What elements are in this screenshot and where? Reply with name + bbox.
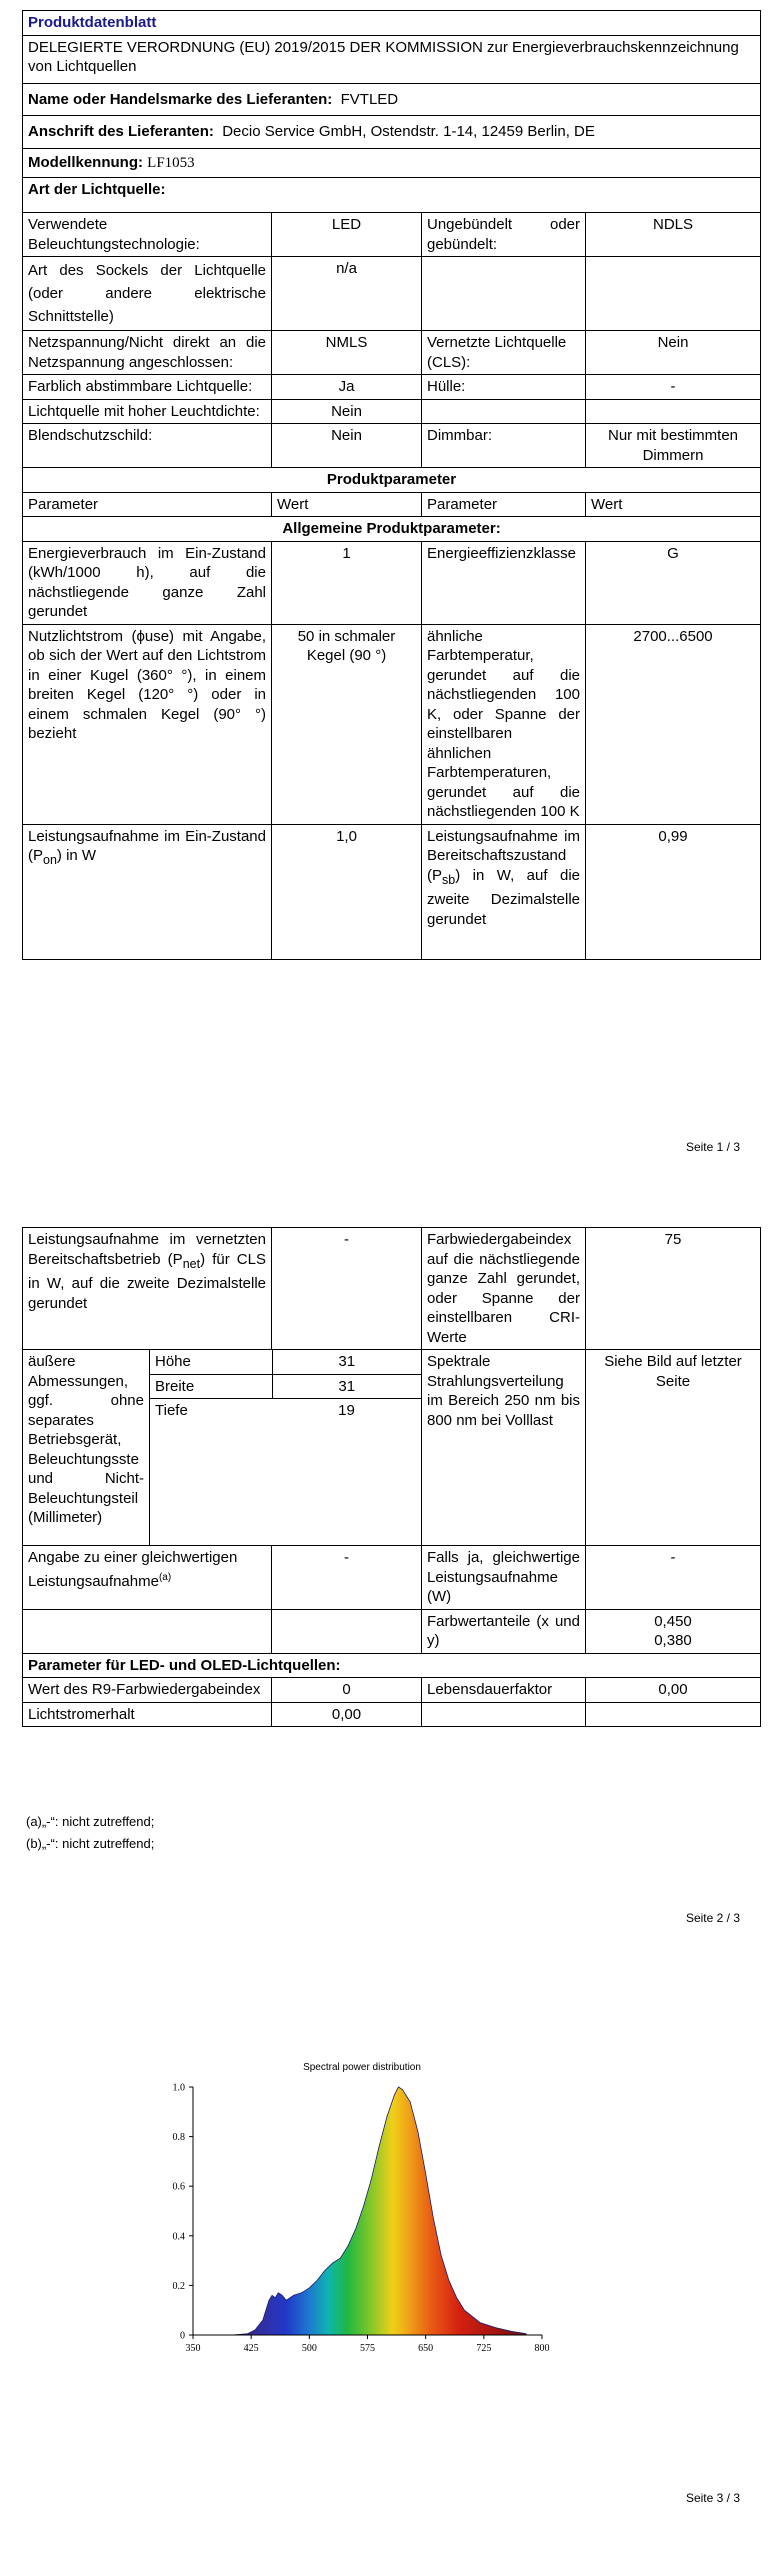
chromaticity-y: 0,380 [654,1632,692,1649]
y-tick-label: 0.8 [172,2132,185,2144]
dimmable-label: Dimmbar: [422,424,586,468]
unbundled-value: NDLS [586,213,761,257]
energy-consumption-label: Energieverbrauch im Ein-Zustand (kWh/1000 h), auf die nächstliegende ganze Zahl gerundet [23,541,272,624]
networked-standby-value: - [272,1228,422,1350]
width-label: Breite [150,1374,272,1399]
width-value: 31 [272,1374,421,1399]
luminous-flux-value: 50 in schmaler Kegel (90 °) [272,624,422,824]
supplier-address-label: Anschrift des Lieferanten: [28,123,214,140]
height-label: Höhe [150,1350,272,1374]
on-mode-power-label-text: Leistungsaufnahme im Ein-Zustand (P [28,827,266,864]
envelope-value: - [586,375,761,400]
glare-label: Blendschutzschild: [23,424,272,468]
socket-label: Art des Sockels der Lichtquelle (oder andere elektrische Schnittstelle) [23,257,272,331]
supplier-name: FVTLED [340,90,399,108]
r9-label: Wert des R9-Farbwiedergabeindex [23,1678,272,1703]
footnote-a: (a)„-“: nicht zutreffend; [26,1814,155,1829]
lumen-maintenance-label: Lichtstromerhalt [23,1702,272,1727]
tunable-label: Farblich abstimmbare Lichtquelle: [23,375,272,400]
high-luminance-label: Lichtquelle mit hoher Leuchtdichte: [23,399,272,424]
networked-standby-label-text-end: ) für CLS in W, auf die zweite Dezimalstelle gerundet [28,1250,266,1312]
on-mode-power-label-text-end: ) in W [56,847,97,864]
equivalent-power-label-text: Angabe zu einer gleichwertigen Leistungsaufnahme [28,1549,238,1590]
standby-power-label-text: Leistungsaufnahme im Bereitschaftszustand (P [427,827,580,884]
equivalent-power-if-label: Falls ja, gleichwertige Leistungsaufnahme (W) [422,1546,586,1610]
spectral-label: Spektrale Strahlungsverteilung im Bereich 250 nm bis 800 nm bei Volllast [422,1350,586,1546]
col-header-value: Wert [272,492,422,517]
mains-value: NMLS [272,331,422,375]
on-mode-power-value: 1,0 [272,824,422,959]
cct-label: ähnliche Farbtemperatur, gerundet auf die nächstliegenden 100 K, oder Spanne der einstellbaren ähnlichen Farbtemperaturen, gerundet auf die nächstliegenden 100 K [422,624,586,824]
equivalent-power-if-value: - [586,1546,761,1610]
survival-factor-value: 0,00 [586,1678,761,1703]
height-value: 31 [272,1350,421,1374]
tunable-value: Ja [272,375,422,400]
chart-title: Spectral power distribution [303,2062,421,2073]
energy-consumption-value: 1 [272,541,422,624]
dimensions-label: äußere Abmessungen, ggf. ohne separates Betriebsgerät, Beleuchtungsste und Nicht-Beleuchtungsteil (Millimeter) [23,1350,150,1546]
cri-value: 75 [586,1228,761,1350]
cri-label: Farbwiedergabeindex auf die nächstliegende ganze Zahl gerundet, oder Spanne der einstellbaren CRI-Werte [422,1228,586,1350]
networked-standby-label-text: Leistungsaufnahme im vernetzten Bereitschaftsbetrieb (P [28,1231,266,1268]
page-number: Seite 2 / 3 [685,1911,740,1925]
x-tick-label: 425 [243,2343,259,2354]
chromaticity-label: Farbwertanteile (x und y) [422,1609,586,1653]
plot-area [173,2083,550,2355]
x-tick-label: 350 [185,2343,201,2354]
energy-class-value: G [586,541,761,624]
model-label: Modellkennung: [28,153,143,171]
cct-value: 2700...6500 [586,624,761,824]
spectrum-area [193,2087,527,2335]
col-header-parameter: Parameter [422,492,586,517]
y-tick-label: 0.6 [172,2181,185,2193]
high-luminance-value: Nein [272,399,422,424]
col-header-value: Wert [586,492,761,517]
led-params-heading: Parameter für LED- und OLED-Lichtquellen: [23,1653,761,1678]
page-number: Seite 1 / 3 [685,1140,740,1154]
standby-power-subscript: sb [442,872,456,887]
page-title: Produktdatenblatt [23,11,761,36]
x-tick-label: 575 [360,2343,375,2354]
regulation-text: DELEGIERTE VERORDNUNG (EU) 2019/2015 DER KOMMISSION zur Energieverbrauchskennzeichnung von Lichtquellen [23,35,761,83]
col-header-parameter: Parameter [23,492,272,517]
connected-value: Nein [586,331,761,375]
networked-standby-subscript: net [182,1256,201,1271]
y-tick-label: 0.4 [172,2231,185,2243]
depth-value: 19 [272,1399,421,1546]
chromaticity-x: 0,450 [654,1612,692,1630]
general-params-heading: Allgemeine Produktparameter: [23,517,761,542]
glare-value: Nein [272,424,422,468]
envelope-label: Hülle: [422,375,586,400]
supplier-address: Decio Service GmbH, Ostendstr. 1-14, 12459 Berlin, DE [222,123,595,140]
mains-label: Netzspannung/Nicht direkt an die Netzspannung angeschlossen: [23,331,272,375]
y-tick-label: 1.0 [172,2082,185,2094]
technology-value: LED [272,213,422,257]
equivalent-power-footnote: (a) [158,1571,172,1583]
lumen-maintenance-value: 0,00 [272,1702,422,1727]
on-mode-power-subscript: on [43,853,57,867]
product-params-heading: Produktparameter [23,468,761,493]
dimmable-value: Nur mit bestimmten Dimmern [586,424,761,468]
unbundled-label: Ungebündelt oder gebündelt: [422,213,586,257]
x-tick-label: 800 [534,2343,550,2354]
luminous-flux-label: Nutzlichtstrom (ϕuse) mit Angabe, ob sich der Wert auf den Lichtstrom in einer Kugel (360° °), in einem breiten Kegel (120° °) oder in einem schmalen Kegel (90° °) bezieht [23,624,272,824]
model-id: LF1053 [147,154,195,171]
y-tick-label: 0 [180,2330,185,2342]
equivalent-power-value: - [272,1546,422,1610]
depth-label: Tiefe [150,1399,272,1546]
x-tick-label: 650 [418,2343,434,2354]
x-tick-label: 500 [301,2343,317,2354]
survival-factor-label: Lebensdauerfaktor [422,1678,586,1703]
standby-power-label-text-end: ) in W, auf die zweite Dezimalstelle gerundet [427,866,580,928]
light-source-type-heading: Art der Lichtquelle: [23,178,761,213]
r9-value: 0 [272,1678,422,1703]
spectral-value: Siehe Bild auf letzter Seite [586,1350,761,1546]
socket-value: n/a [272,257,422,331]
technology-label: Verwendete Beleuchtungstechnologie: [23,213,272,257]
page-number: Seite 3 / 3 [685,2491,740,2505]
supplier-name-label: Name oder Handelsmarke des Lieferanten: [28,90,333,108]
standby-power-value: 0,99 [586,824,761,959]
x-tick-label: 725 [476,2343,492,2354]
footnote-b: (b)„-“: nicht zutreffend; [26,1836,155,1851]
y-tick-label: 0.2 [172,2280,185,2292]
connected-label: Vernetzte Lichtquelle (CLS): [422,331,586,375]
energy-class-label: Energieeffizienzklasse [422,541,586,624]
